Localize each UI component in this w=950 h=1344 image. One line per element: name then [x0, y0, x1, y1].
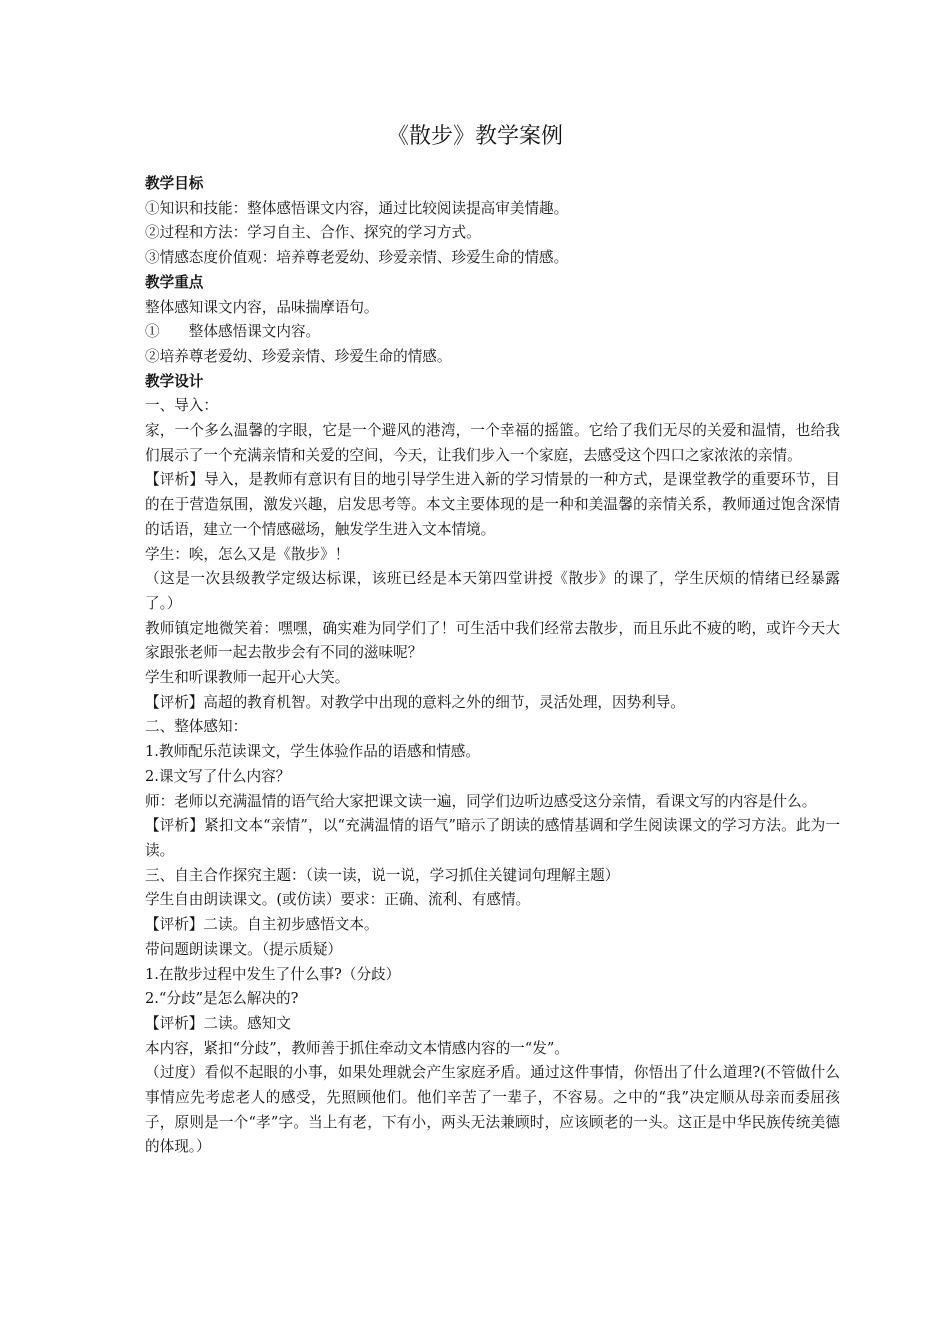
- paragraph: 【评析】导入，是教师有意识有目的地引导学生进入新的学习情景的一种方式，是课堂教学的重要环节，目的在于营造氛围，激发兴趣，启发思考等。本文主要体现的是一种和美温馨的亲情关系，教师通过饱含深情的话语，建立一个情感磁场，触发学生进入文本情境。: [145, 471, 840, 538]
- paragraph: 【评析】紧扣文本“亲情”，以“充满温情的语气”暗示了朗读的感情基调和学生阅读课文的学习方法。此为一读。: [145, 817, 840, 859]
- paragraph: 二、整体感知：: [145, 718, 248, 736]
- paragraph: 【评析】二读。自主初步感悟文本。: [145, 916, 379, 934]
- paragraph: ③情感态度价值观：培养尊老爱幼、珍爱亲情、珍爱生命的情感。: [145, 249, 569, 267]
- paragraph: 2.课文写了什么内容？: [145, 767, 291, 785]
- paragraph: 师：老师以充满温情的语气给大家把课文读一遍，同学们边听边感受这分亲情，看课文写的内容是什么。: [145, 792, 817, 810]
- paragraph: 本内容，紧扣“分歧”，教师善于抓住牵动文本情感内容的一“发”。: [145, 1039, 569, 1057]
- paragraph: 教师镇定地微笑着：嘿嘿，确实难为同学们了！可生活中我们经常去散步，而且乐此不疲的哟，或许今天大家跟张老师一起去散步会有不同的滋味呢？: [145, 619, 840, 662]
- paragraph: 整体感知课文内容，品味揣摩语句。: [145, 298, 379, 316]
- paragraph: （这是一次县级教学定级达标课，该班已经是本天第四堂讲授《散步》的课了，学生厌烦的情绪已经暴露了。）: [145, 570, 840, 612]
- paragraph: 三、自主合作探究主题：（读一读，说一说，学习抓住关键词句理解主题）: [145, 866, 620, 884]
- paragraph: ②过程和方法：学习自主、合作、探究的学习方式。: [145, 224, 481, 242]
- paragraph: 【评析】二读。感知文: [145, 1014, 291, 1032]
- paragraph: 家，一个多么温馨的字眼，它是一个避风的港湾，一个幸福的摇篮。它给了我们无尽的关爱和温情，也给我们展示了一个充满亲情和关爱的空间，今天，让我们步入一个家庭，去感受这个四口之家浓浓的亲情。: [145, 422, 840, 464]
- paragraph: 1.教师配乐范读课文，学生体验作品的语感和情感。: [145, 743, 480, 761]
- paragraph: ②培养尊老爱幼、珍爱亲情、珍爱生命的情感。: [145, 347, 452, 365]
- paragraph: 一、导入：: [145, 397, 218, 415]
- paragraph: 1.在散步过程中发生了什么事?（分歧）: [145, 965, 401, 983]
- paragraph: 学生自由朗读课文。(或仿读）要求：正确、流利、有感情。: [145, 891, 531, 909]
- paragraph: ①知识和技能：整体感悟课文内容，通过比较阅读提高审美情趣。: [145, 199, 569, 217]
- paragraph: （过度）看似不起眼的小事，如果处理就会产生家庭矛盾。通过这件事情，你悟出了什么道理?(不管做什么事情应先考虑老人的感受，先照顾他们。他们辛苦了一辈子，不容易。之中的“我”决定顺从母亲而委屈孩子，原则是一个“孝”字。当上有老，下有小，两头无法兼顾时，应该顾老的一头。这正是中华民族传统美德的体现。）: [145, 1064, 840, 1156]
- paragraph: 【评析】高超的教育机智。对教学中出现的意料之外的细节，灵活处理，因势利导。: [145, 693, 685, 711]
- section-heading: 教学重点: [145, 273, 204, 291]
- paragraph: ① 整体感悟课文内容。: [145, 323, 321, 341]
- paragraph: 带问题朗读课文。（提示质疑）: [145, 940, 343, 958]
- section-heading: 教学目标: [145, 175, 204, 192]
- document-body: [145, 172, 840, 1160]
- paragraph: 学生和听课教师一起开心大笑。: [145, 669, 350, 687]
- document-title: 《散步》教学案例: [386, 124, 563, 149]
- paragraph: 2.“分歧”是怎么解决的?: [145, 990, 299, 1008]
- paragraph: 学生：唉，怎么又是《散步》！: [145, 545, 350, 563]
- section-heading: 教学设计: [145, 372, 204, 390]
